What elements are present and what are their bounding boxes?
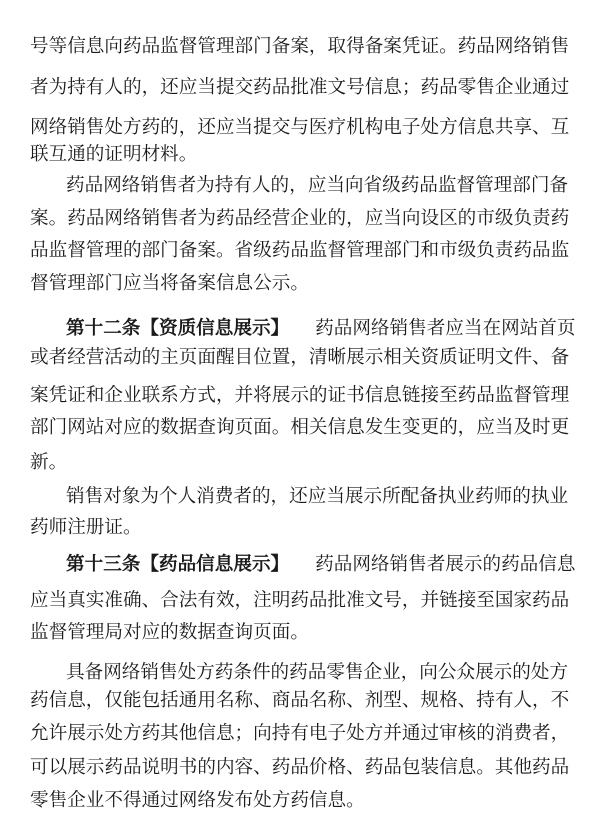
article-12-first-line-text: 药品网络销售者应当在网站首页 [315,318,576,339]
article-13-title: 第十三条【药品信息展示】 [66,554,290,575]
article-12-first-line [66,316,605,342]
paragraph-2-line-2: 案。药品网络销售者为药品经营企业的，应当向设区的市级负责药 [30,208,570,229]
article-12-line-2: 或者经营活动的主页面醒目位置，清晰展示相关资质证明文件、备 [30,347,570,368]
paragraph-6-line-5: 零售企业不得通过网络发布处方药信息。 [30,790,365,811]
paragraph-2-line-1: 药品网络销售者为持有人的，应当向省级药品监督管理部门备 [66,175,569,196]
article-13-line-3: 监督管理局对应的数据查询页面。 [30,622,309,643]
paragraph-4-line-1: 销售对象为个人消费者的，还应当展示所配备执业药师的执业 [66,486,569,507]
paragraph-2-line-4: 督管理部门应当将备案信息公示。 [30,273,309,294]
paragraph-6-line-1: 具备网络销售处方药条件的药品零售企业，向公众展示的处方 [66,662,569,683]
article-13-line-2: 应当真实准确、合法有效，注明药品批准文号，并链接至国家药品 [30,590,570,611]
paragraph-1-line-4: 联互通的证明材料。 [30,144,198,165]
article-12-line-5: 新。 [30,452,68,473]
paragraph-4-line-2: 药师注册证。 [30,517,142,538]
paragraph-6-line-2: 药信息，仅能包括通用名称、商品名称、剂型、规格、持有人，不 [30,690,570,711]
article-13-first-line-text: 药品网络销售者展示的药品信息 [315,554,576,575]
article-13-first-line [66,552,605,578]
article-12-line-3: 案凭证和企业联系方式，并将展示的证书信息链接至药品监督管理 [30,385,570,406]
paragraph-6-line-3: 允许展示处方药其他信息；向持有电子处方并通过审核的消费者， [30,723,570,744]
paragraph-1-line-2: 者为持有人的，还应当提交药品批准文号信息；药品零售企业通过 [30,77,570,98]
paragraph-2-line-3: 品监督管理的部门备案。省级药品监督管理部门和市级负责药品监 [30,240,570,261]
paragraph-6-line-4: 可以展示药品说明书的内容、药品价格、药品包装信息。其他药品 [30,757,570,778]
paragraph-1-line-3: 网络销售处方药的，还应当提交与医疗机构电子处方信息共享、互 [30,117,570,138]
paragraph-1-line-1: 号等信息向药品监督管理部门备案，取得备案凭证。药品网络销售 [30,36,570,57]
article-12-line-4: 部门网站对应的数据查询页面。相关信息发生变更的，应当及时更 [30,417,570,438]
article-12-title: 第十二条【资质信息展示】 [66,318,290,339]
